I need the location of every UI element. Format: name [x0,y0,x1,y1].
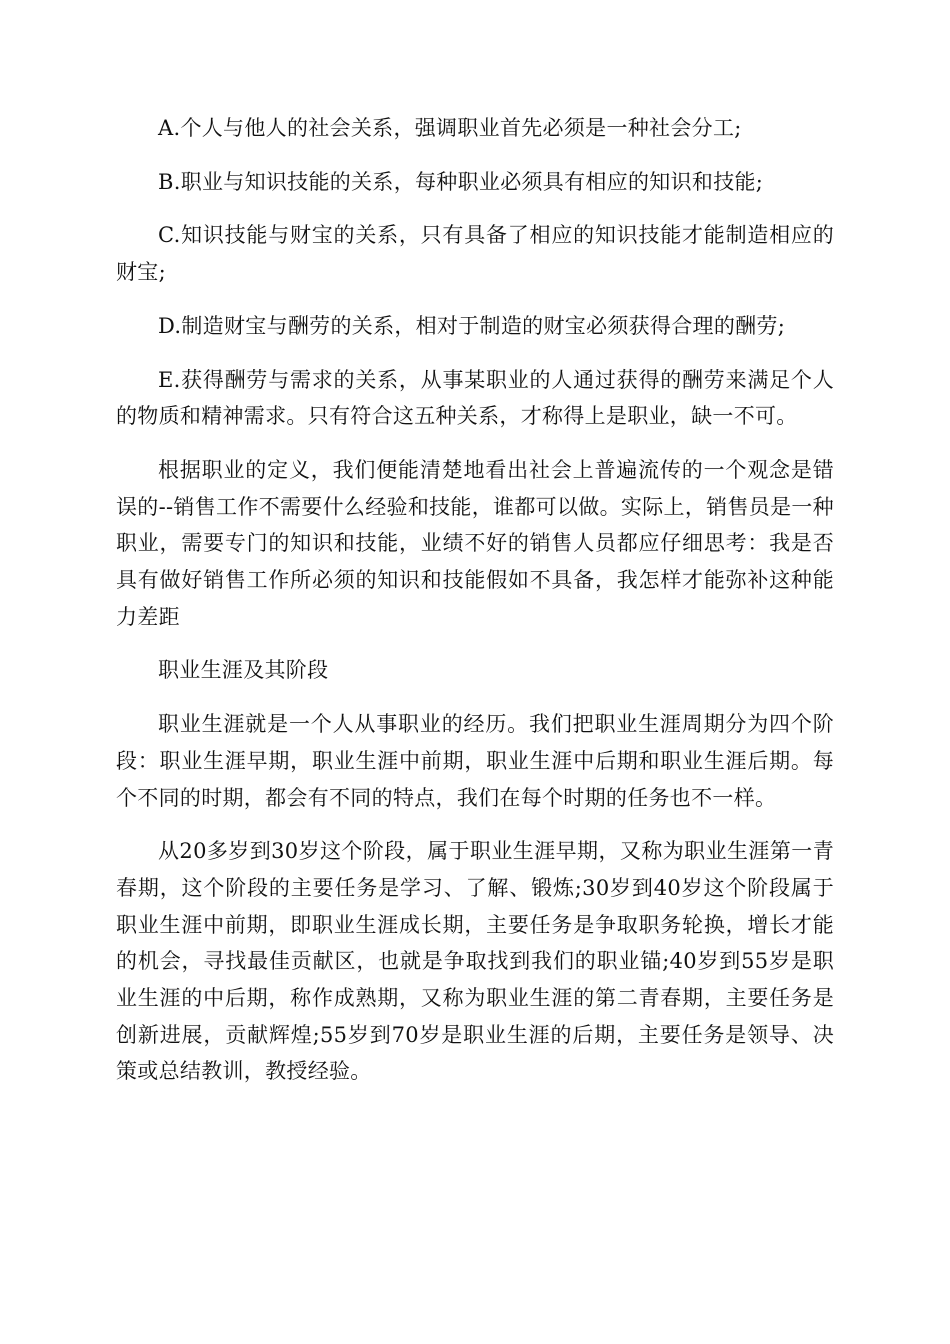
paragraph-relation-e: E.获得酬劳与需求的关系，从事某职业的人通过获得的酬劳来满足个人的物质和精神需求。只有符合这五种关系，才称得上是职业，缺一不可。 [116,367,834,429]
paragraph-sales-profession: 根据职业的定义，我们便能清楚地看出社会上普遍流传的一个观念是错误的--销售工作不需要什么经验和技能，谁都可以做。实际上，销售员是一种职业，需要专门的知识和技能，业绩不好的销售人员都应仔细思考：我是否具有做好销售工作所必须的知识和技能假如不具备，我怎样才能弥补这种能力差距 [116,457,834,629]
paragraph-relation-a: A.个人与他人的社会关系，强调职业首先必须是一种社会分工; [158,116,742,140]
paragraph-career-periods: 从20多岁到30岁这个阶段，属于职业生涯早期，又称为职业生涯第一青春期，这个阶段的主要任务是学习、了解、锻炼;30岁到40岁这个阶段属于职业生涯中前期，即职业生涯成长期，主要任务是争取职务轮换，增长才能的机会，寻找最佳贡献区，也就是争取找到我们的职业锚;40岁到55岁是职业生涯的中后期，称作成熟期，又称为职业生涯的第二青春期，主要任务是创新进展，贡献辉煌;55岁到70岁是职业生涯的后期，主要任务是领导、决策或总结教训，教授经验。 [116,839,834,1084]
document-page [116,110,834,1107]
paragraph-relation-b: B.职业与知识技能的关系，每种职业必须具有相应的知识和技能; [158,169,764,194]
section-heading-career-stages: 职业生涯及其阶段 [158,658,329,683]
paragraph-relation-c: C.知识技能与财宝的关系，只有具备了相应的知识技能才能制造相应的财宝; [116,223,834,285]
paragraph-relation-d: D.制造财宝与酬劳的关系，相对于制造的财宝必须获得合理的酬劳; [158,313,786,338]
paragraph-career-definition: 职业生涯就是一个人从事职业的经历。我们把职业生涯周期分为四个阶段：职业生涯早期，职业生涯中前期，职业生涯中后期和职业生涯后期。每个不同的时期，都会有不同的特点，我们在每个时期的任务也不一样。 [116,712,834,810]
